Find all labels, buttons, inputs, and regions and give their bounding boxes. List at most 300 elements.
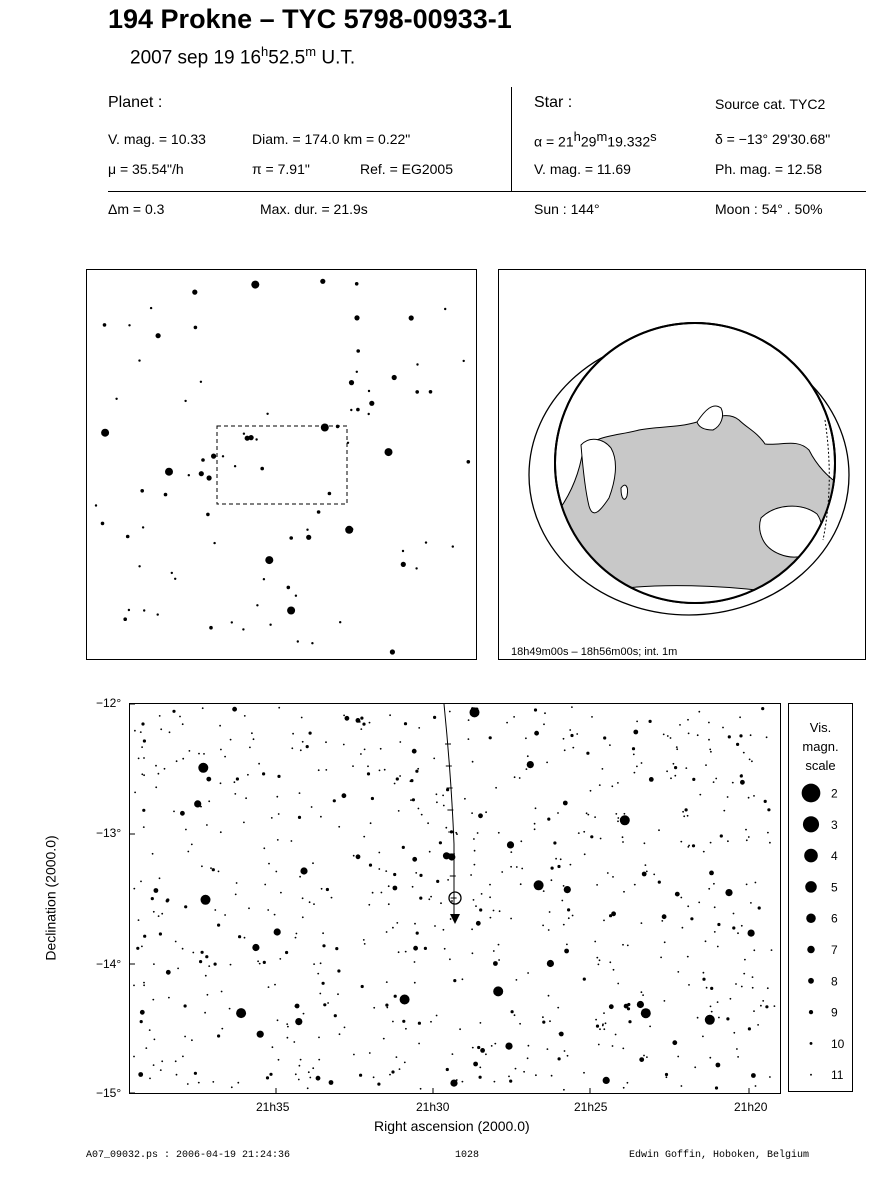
field-star	[471, 812, 473, 814]
field-star	[410, 799, 412, 801]
finder-star	[356, 371, 358, 373]
field-star	[450, 830, 453, 833]
field-star	[703, 851, 705, 853]
finder-star	[269, 624, 271, 626]
field-star	[145, 1047, 147, 1049]
field-star	[748, 1027, 751, 1030]
finder-star	[192, 290, 197, 295]
field-star	[312, 862, 314, 864]
field-star	[308, 1071, 310, 1073]
field-star	[474, 864, 476, 866]
field-star	[516, 979, 518, 981]
field-star	[278, 707, 280, 709]
field-star	[309, 732, 312, 735]
field-star	[206, 777, 211, 782]
field-star	[673, 763, 675, 765]
scale-dot	[808, 978, 814, 984]
field-star	[263, 847, 265, 849]
field-star	[234, 781, 236, 783]
time-standard: U.T.	[316, 47, 356, 69]
scale-mag-label: 10	[831, 1036, 845, 1051]
field-star	[628, 1020, 631, 1023]
field-star	[491, 1045, 493, 1047]
field-star	[674, 766, 677, 769]
field-star	[641, 991, 643, 993]
field-star	[590, 835, 593, 838]
finder-star	[311, 642, 313, 644]
field-star	[386, 1007, 388, 1009]
finder-star	[128, 609, 130, 611]
field-star	[212, 1081, 214, 1083]
finder-star	[354, 315, 359, 320]
field-star	[617, 983, 619, 985]
field-star	[697, 1017, 699, 1019]
field-star	[688, 984, 690, 986]
field-star	[301, 717, 303, 719]
field-star	[602, 768, 604, 770]
scale-dot	[809, 1010, 813, 1014]
scale-dot	[805, 881, 817, 893]
field-star	[603, 736, 606, 739]
field-star	[149, 1078, 151, 1080]
field-star	[479, 908, 482, 911]
finder-star	[115, 398, 117, 400]
field-star	[521, 868, 523, 870]
finder-star	[245, 436, 250, 441]
finder-star	[103, 323, 107, 327]
field-star	[391, 1070, 394, 1073]
finder-star	[289, 536, 293, 540]
field-star	[687, 905, 689, 907]
info-rule	[108, 191, 866, 192]
field-star	[138, 758, 140, 760]
field-star	[371, 797, 374, 800]
field-star	[688, 733, 690, 735]
field-star	[208, 800, 210, 802]
finder-star	[392, 375, 397, 380]
field-star	[722, 727, 724, 729]
field-star	[641, 922, 643, 924]
finder-star	[128, 324, 130, 326]
field-star	[751, 760, 753, 762]
field-star	[477, 1046, 480, 1049]
field-star	[343, 715, 345, 717]
field-star	[221, 1028, 223, 1030]
field-star	[433, 716, 436, 719]
field-star	[576, 733, 578, 735]
field-star	[300, 1059, 302, 1061]
field-star	[380, 748, 382, 750]
field-star	[327, 1002, 329, 1004]
field-star	[173, 811, 175, 813]
field-star	[268, 863, 270, 865]
field-star	[623, 1087, 625, 1089]
field-star	[603, 920, 605, 922]
field-star	[378, 852, 380, 854]
field-star	[481, 893, 483, 895]
planet-vmag: V. mag. = 10.33	[108, 131, 206, 147]
field-star	[473, 1062, 478, 1067]
field-star	[386, 931, 388, 933]
field-star	[159, 877, 161, 879]
finder-star	[101, 429, 109, 437]
scale-mag-label: 5	[831, 880, 838, 895]
field-star	[692, 844, 695, 847]
field-star	[485, 811, 487, 813]
field-star	[634, 884, 636, 886]
field-star	[356, 718, 361, 723]
field-star	[249, 747, 251, 749]
field-star	[611, 911, 616, 916]
field-star	[392, 1021, 394, 1023]
field-star	[646, 1056, 648, 1058]
field-star	[764, 800, 767, 803]
field-star	[743, 752, 745, 754]
field-star	[398, 951, 400, 953]
field-star	[450, 918, 452, 920]
field-star	[257, 1031, 264, 1038]
finder-star	[355, 282, 359, 286]
finder-star	[200, 381, 202, 383]
event-minutes: 52.5	[268, 47, 306, 69]
field-star	[705, 1015, 715, 1025]
footer-file: A07_09032.ps : 2006-04-19 21:24:36	[86, 1150, 291, 1161]
finder-star	[401, 562, 406, 567]
field-star	[563, 924, 565, 926]
field-star	[757, 1024, 759, 1026]
field-star	[427, 822, 429, 824]
field-star	[474, 850, 476, 852]
finder-star	[350, 528, 354, 532]
field-star	[399, 775, 401, 777]
info-divider	[511, 87, 512, 191]
field-star	[161, 1060, 163, 1062]
field-star	[134, 792, 136, 794]
field-star	[202, 707, 204, 709]
field-star	[388, 903, 390, 905]
finder-zoom-box	[217, 426, 347, 504]
field-star	[367, 772, 370, 775]
field-star	[445, 827, 447, 829]
field-star	[560, 858, 562, 860]
field-star	[203, 753, 205, 755]
field-star	[191, 1039, 193, 1041]
field-star	[649, 777, 654, 782]
field-star	[154, 1039, 156, 1041]
field-star	[274, 984, 276, 986]
field-star	[499, 910, 501, 912]
field-star	[236, 777, 239, 780]
field-star	[643, 1055, 645, 1057]
field-star	[405, 1028, 407, 1030]
field-star	[418, 1043, 420, 1045]
field-star	[179, 716, 181, 718]
field-star	[320, 962, 322, 964]
field-star	[415, 770, 418, 773]
field-star	[143, 935, 146, 938]
field-star	[360, 753, 362, 755]
field-star	[670, 777, 672, 779]
field-star	[490, 917, 492, 919]
field-star	[266, 1076, 269, 1079]
field-star	[563, 801, 568, 806]
field-star	[373, 1076, 375, 1078]
field-star	[658, 881, 661, 884]
field-star	[220, 831, 222, 833]
field-star	[331, 897, 333, 899]
field-star	[298, 1079, 300, 1081]
field-star	[219, 725, 221, 727]
finder-star	[402, 550, 404, 552]
field-star	[230, 964, 232, 966]
field-star	[516, 866, 518, 868]
field-star	[353, 855, 355, 857]
field-star	[498, 944, 500, 946]
field-star	[325, 741, 327, 743]
field-star	[472, 761, 474, 763]
ra-hours: α = 21	[534, 133, 574, 150]
finder-star	[369, 401, 374, 406]
field-star	[632, 747, 635, 750]
field-star	[711, 1011, 713, 1013]
field-star	[404, 1062, 406, 1064]
field-star	[553, 841, 556, 844]
field-star	[523, 1071, 525, 1073]
field-star	[717, 946, 719, 948]
field-star	[765, 1005, 768, 1008]
field-star	[338, 826, 340, 828]
finder-star	[222, 455, 224, 457]
field-star	[748, 930, 755, 937]
field-star	[612, 876, 614, 878]
finder-star	[463, 360, 465, 362]
field-star	[459, 1028, 461, 1030]
field-star	[154, 888, 159, 893]
field-star	[612, 1045, 614, 1047]
field-star	[649, 720, 652, 723]
field-star	[235, 894, 237, 896]
star-phmag: Ph. mag. = 12.58	[715, 161, 823, 177]
field-star	[510, 851, 512, 853]
field-star	[392, 927, 394, 929]
field-star	[739, 716, 741, 718]
field-star	[746, 884, 748, 886]
globe-panel	[498, 269, 866, 660]
field-star	[353, 1054, 355, 1056]
field-star	[275, 871, 277, 873]
field-star	[402, 1020, 405, 1023]
field-star	[134, 730, 136, 732]
field-star	[748, 836, 750, 838]
field-star	[694, 1066, 696, 1068]
field-star	[720, 834, 723, 837]
field-star	[715, 778, 717, 780]
field-star	[732, 782, 734, 784]
field-star	[293, 1041, 295, 1043]
field-star	[471, 928, 473, 930]
field-star	[740, 780, 745, 785]
field-star	[690, 917, 693, 920]
field-star	[646, 871, 648, 873]
field-star	[143, 826, 145, 828]
finder-star	[209, 626, 213, 630]
field-star	[534, 880, 544, 890]
finder-star	[165, 468, 173, 476]
field-star	[449, 711, 451, 713]
field-star	[679, 724, 681, 726]
field-star	[760, 1005, 762, 1007]
field-star	[149, 1029, 151, 1031]
field-star	[201, 895, 211, 905]
field-star	[615, 813, 617, 815]
field-star	[566, 944, 568, 946]
field-star	[356, 854, 361, 859]
field-star	[175, 1060, 177, 1062]
field-star	[586, 752, 589, 755]
field-star	[360, 717, 363, 720]
field-star	[667, 735, 669, 737]
field-star	[158, 915, 160, 917]
finder-star	[256, 604, 258, 606]
ra-label-2120: 21h20	[734, 1100, 768, 1114]
field-star	[493, 986, 503, 996]
field-star	[414, 961, 416, 963]
field-star	[627, 945, 629, 947]
field-star	[151, 897, 154, 900]
scale-mag-label: 11	[831, 1068, 844, 1083]
finder-star	[171, 572, 173, 574]
field-star	[180, 811, 185, 816]
field-star	[706, 987, 708, 989]
field-star	[312, 1067, 314, 1069]
field-star	[527, 761, 534, 768]
field-star	[525, 737, 527, 739]
field-star	[302, 916, 304, 918]
field-star	[322, 982, 325, 985]
field-star	[661, 920, 663, 922]
field-star	[748, 797, 750, 799]
field-star	[753, 795, 755, 797]
field-star	[143, 757, 145, 759]
field-star	[605, 1022, 607, 1024]
field-star	[364, 943, 366, 945]
field-star	[572, 747, 574, 749]
field-star	[398, 810, 400, 812]
sun-elongation: Sun : 144°	[534, 201, 600, 217]
field-star	[286, 1023, 288, 1025]
field-star	[751, 1073, 756, 1078]
field-star	[436, 880, 439, 883]
scale-mag-label: 2	[831, 786, 838, 801]
field-star	[641, 1008, 651, 1018]
field-star	[182, 723, 184, 725]
field-star	[224, 756, 226, 758]
field-star	[494, 1043, 496, 1045]
field-star	[609, 1004, 614, 1009]
field-star	[664, 1000, 666, 1002]
field-star	[359, 1074, 362, 1077]
field-star	[586, 812, 588, 814]
event-datetime	[130, 44, 355, 69]
field-star	[698, 711, 700, 713]
field-star	[439, 841, 442, 844]
field-star	[204, 1012, 206, 1014]
field-star	[767, 832, 769, 834]
finder-star	[350, 409, 352, 411]
finder-star	[347, 442, 349, 444]
field-star	[564, 749, 566, 751]
scale-dot	[810, 1074, 812, 1076]
dec-label-12: −12°	[96, 696, 122, 710]
field-star	[393, 886, 398, 891]
field-star	[563, 885, 565, 887]
finder-star	[266, 413, 268, 415]
field-star	[245, 797, 247, 799]
finder-chart	[87, 270, 476, 659]
finder-star	[206, 513, 210, 517]
field-star	[520, 840, 522, 842]
field-star	[329, 1080, 334, 1085]
field-star	[433, 758, 435, 760]
field-star	[208, 965, 210, 967]
finder-star	[429, 390, 433, 394]
field-star	[449, 958, 451, 960]
field-star	[665, 1073, 668, 1076]
field-star	[489, 896, 491, 898]
field-star	[715, 1086, 718, 1089]
field-star	[436, 793, 438, 795]
field-star	[717, 923, 720, 926]
field-star	[561, 900, 563, 902]
field-star	[642, 872, 647, 877]
field-star	[664, 941, 666, 943]
field-star	[184, 905, 187, 908]
field-star	[583, 978, 586, 981]
field-star	[230, 739, 232, 741]
field-star	[713, 883, 715, 885]
madagascar-landmass	[621, 485, 628, 499]
field-star	[558, 1057, 561, 1060]
finder-star	[297, 640, 299, 642]
field-star	[543, 723, 545, 725]
field-star	[153, 911, 155, 913]
field-star	[419, 897, 422, 900]
finder-star	[368, 390, 370, 392]
field-star	[672, 1040, 677, 1045]
field-star	[206, 824, 208, 826]
field-star	[519, 1023, 521, 1025]
field-star	[343, 744, 345, 746]
scale-title-line: Vis.	[809, 720, 832, 735]
field-star	[708, 722, 710, 724]
field-star	[198, 753, 200, 755]
field-star	[717, 1001, 719, 1003]
field-star	[192, 952, 194, 954]
field-star	[158, 773, 160, 775]
field-star	[557, 865, 560, 868]
field-star	[674, 775, 676, 777]
field-star	[413, 946, 418, 951]
field-star	[709, 749, 711, 751]
finder-star	[140, 489, 144, 493]
field-star	[451, 900, 453, 902]
field-star	[569, 729, 571, 731]
field-star	[418, 1022, 421, 1025]
field-star	[683, 815, 685, 817]
field-star	[262, 772, 265, 775]
finder-star	[242, 628, 244, 630]
field-star	[570, 864, 572, 866]
